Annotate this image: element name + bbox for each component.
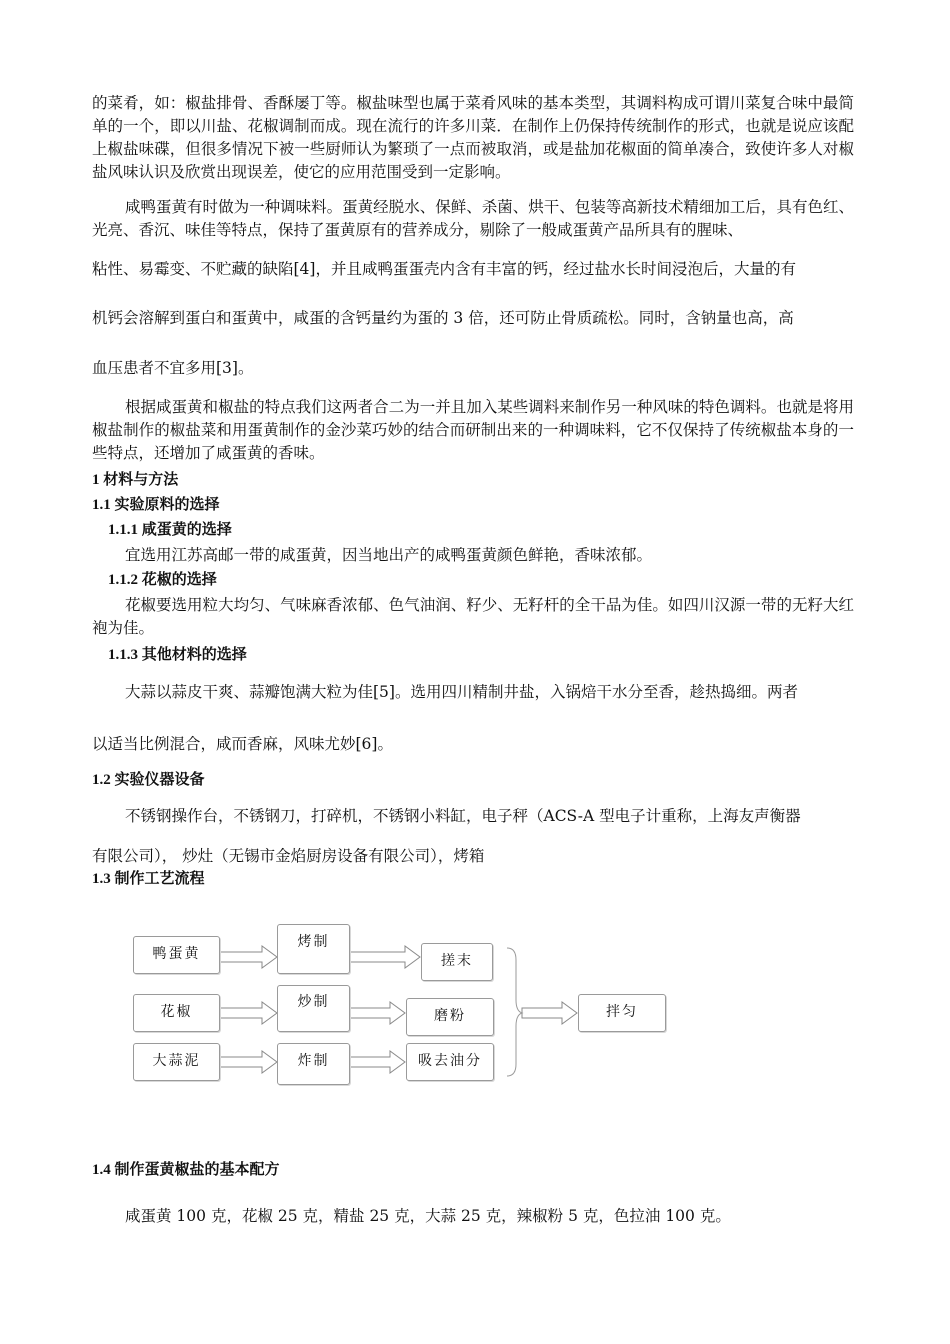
paragraph-combination: 根据咸蛋黄和椒盐的特点我们这两者合二为一并且加入某些调料来制作另一种风味的特色调料。也就是将用椒盐制作的椒盐菜和用蛋黄制作的金沙菜巧妙的结合而研制出来的一种调味料，它不仅保持了传统椒盐本身的一些特点，还增加了咸蛋黄的香味。 xyxy=(92,398,854,462)
paragraph-basic-formula: 咸蛋黄 100 克，花椒 25 克，精盐 25 克，大蒜 25 克，辣椒粉 5 克，色拉油 100 克。 xyxy=(125,1207,731,1225)
heading-raw-materials: 1.1 实验原料的选择 xyxy=(92,497,220,513)
paragraph-other-materials-line2: 以适当比例混合，咸而香麻，风味尤妙[6]。 xyxy=(92,735,393,753)
heading-pepper-selection: 1.1.2 花椒的选择 xyxy=(108,572,217,588)
flow-node-grind: 磨粉 xyxy=(406,998,494,1036)
paragraph-equipment-line1: 不锈钢操作台，不锈钢刀，打碎机，不锈钢小料缸，电子秤（ACS-A 型电子计重称，上海友声衡器 xyxy=(125,807,801,825)
arrow-icon xyxy=(220,946,277,968)
paragraph-other-materials-line1: 大蒜以蒜皮干爽、蒜瓣饱满大粒为佳[5]。选用四川精制井盐，入锅焙干水分至香，趁热捣细。两者 xyxy=(125,683,798,701)
heading-basic-formula: 1.4 制作蛋黄椒盐的基本配方 xyxy=(92,1162,280,1178)
heading-process-flow: 1.3 制作工艺流程 xyxy=(92,871,205,887)
arrow-icon xyxy=(522,1002,577,1024)
flow-node-mix: 拌匀 xyxy=(578,994,666,1032)
paragraph-pepper-selection: 花椒要选用粒大均匀、气味麻香浓郁、色气油润、籽少、无籽杆的全干品为佳。如四川汉源一带的无籽大红袍为佳。 xyxy=(92,596,854,637)
paragraph-egg-yolk-selection: 宜选用江苏高邮一带的咸蛋黄，因当地出产的咸鸭蛋黄颜色鲜艳，香味浓郁。 xyxy=(125,546,653,564)
flow-node-rub: 搓末 xyxy=(421,943,493,981)
arrow-icon xyxy=(350,1051,405,1073)
brace-icon xyxy=(507,948,522,1076)
paragraph-equipment-line2: 有限公司）， 炒灶（无锡市金焰厨房设备有限公司），烤箱 xyxy=(92,847,485,865)
arrow-icon xyxy=(220,1002,277,1024)
paragraph-egg-yolk-line1: 咸鸭蛋黄有时做为一种调味料。蛋黄经脱水、保鲜、杀菌、烘干、包装等高新技术精细加工后，具有色红、光亮、香沉、味佳等特点，保持了蛋黄原有的营养成分，剔除了一般咸蛋黄产品所具有的腥味、 xyxy=(92,198,854,239)
paragraph-egg-yolk-line4: 血压患者不宜多用[3]。 xyxy=(92,359,254,377)
flow-node-pepper: 花椒 xyxy=(133,994,220,1032)
paragraph-intro: 的菜肴，如：椒盐排骨、香酥屡丁等。椒盐味型也属于菜肴风味的基本类型，其调料构成可谓川菜复合味中最简单的一个，即以川盐、花椒调制而成。现在流行的许多川菜．在制作上仍保持传统制作的形式，也就是说应该配上椒盐味碟，但很多情况下被一些厨师认为繁琐了一点而被取消，或是盐加花椒面的简单凑合，致使许多人对椒盐风味认识及欣赏出现误差，使它的应用范围受到一定影响。 xyxy=(92,94,854,181)
heading-equipment: 1.2 实验仪器设备 xyxy=(92,772,205,788)
flow-node-stir-fry: 炒制 xyxy=(277,985,350,1032)
arrow-icon xyxy=(350,1002,405,1024)
flow-node-deep-fry: 炸制 xyxy=(277,1043,350,1085)
flow-node-absorb-oil: 吸去油分 xyxy=(406,1043,494,1081)
heading-materials-methods: 1 材料与方法 xyxy=(92,472,179,488)
flow-node-bake: 烤制 xyxy=(277,924,350,974)
flow-node-egg-yolk: 鸭蛋黄 xyxy=(133,936,220,974)
arrow-icon xyxy=(220,1051,277,1073)
heading-egg-yolk-selection: 1.1.1 咸蛋黄的选择 xyxy=(108,522,232,538)
paragraph-egg-yolk-line2: 粘性、易霉变、不贮藏的缺陷[4]，并且咸鸭蛋蛋壳内含有丰富的钙，经过盐水长时间浸泡后，大量的有 xyxy=(92,260,796,278)
flow-node-garlic: 大蒜泥 xyxy=(133,1043,220,1081)
paragraph-egg-yolk-line3: 机钙会溶解到蛋白和蛋黄中，咸蛋的含钙量约为蛋的 3 倍，还可防止骨质疏松。同时，含钠量也高，高 xyxy=(92,309,794,327)
arrow-icon xyxy=(350,946,420,968)
heading-other-materials: 1.1.3 其他材料的选择 xyxy=(108,647,247,663)
